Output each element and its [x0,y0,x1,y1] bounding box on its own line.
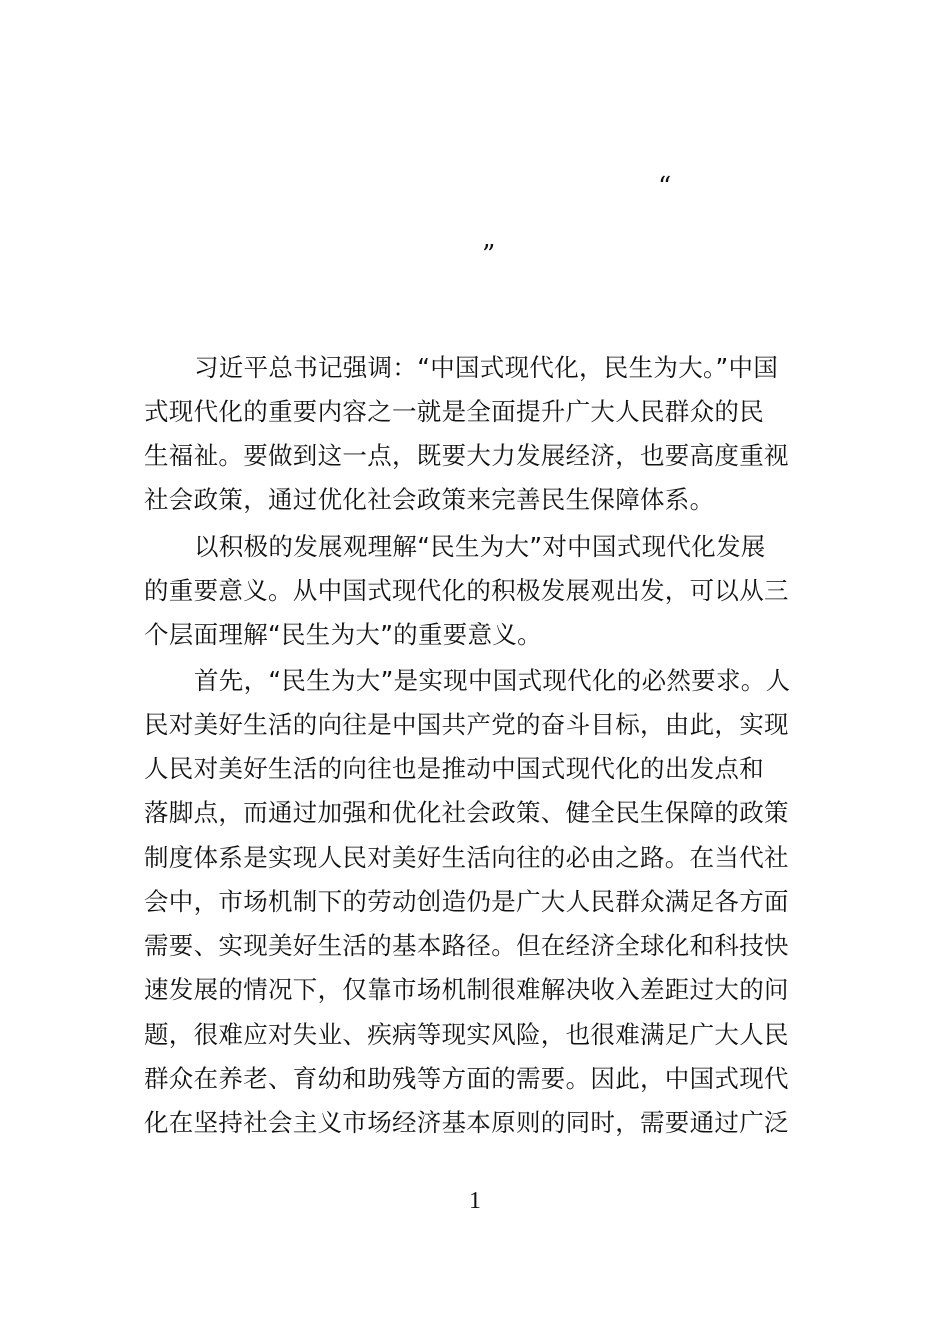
paragraph-3-line-2: 民对美好生活的向往是中国共产党的奋斗目标，由此，实现 [144,710,789,739]
paragraph-2-line-3: 个层面理解“民生为大”的重要意义。 [144,620,542,649]
paragraph-3-line-9: 题，很难应对失业、疾病等现实风险，也很难满足广大人民 [144,1020,789,1049]
title-opening-quote: “ [658,172,672,202]
paragraph-3-line-7: 需要、实现美好生活的基本路径。但在经济全球化和科技快 [144,931,789,960]
paragraph-2-line-1: 以积极的发展观理解“民生为大”对中国式现代化发展 [194,532,766,561]
paragraph-3-line-10: 群众在养老、育幼和助残等方面的需要。因此，中国式现代 [144,1064,789,1093]
paragraph-1-line-2: 式现代化的重要内容之一就是全面提升广大人民群众的民 [144,397,764,426]
paragraph-3-line-5: 制度体系是实现人民对美好生活向往的必由之路。在当代社 [144,843,789,872]
paragraph-3-line-8: 速发展的情况下，仅靠市场机制很难解决收入差距过大的问 [144,975,789,1004]
paragraph-1-line-3: 生福祉。要做到这一点，既要大力发展经济，也要高度重视 [144,441,789,470]
paragraph-2-line-2: 的重要意义。从中国式现代化的积极发展观出发，可以从三 [144,576,789,605]
paragraph-1-line-4: 社会政策，通过优化社会政策来完善民生保障体系。 [144,485,715,514]
title-closing-quote: ” [482,240,496,270]
paragraph-3-line-11: 化在坚持社会主义市场经济基本原则的同时，需要通过广泛 [144,1108,789,1137]
paragraph-3-line-4: 落脚点，而通过加强和优化社会政策、健全民生保障的政策 [144,798,789,827]
paragraph-3-line-6: 会中，市场机制下的劳动创造仍是广大人民群众满足各方面 [144,887,789,916]
paragraph-1-line-1: 习近平总书记强调：“中国式现代化，民生为大。”中国 [194,353,779,382]
page-number: 1 [469,1188,481,1214]
paragraph-3-line-1: 首先，“民生为大”是实现中国式现代化的必然要求。人 [194,666,791,695]
paragraph-3-line-3: 人民对美好生活的向往也是推动中国式现代化的出发点和 [144,754,764,783]
